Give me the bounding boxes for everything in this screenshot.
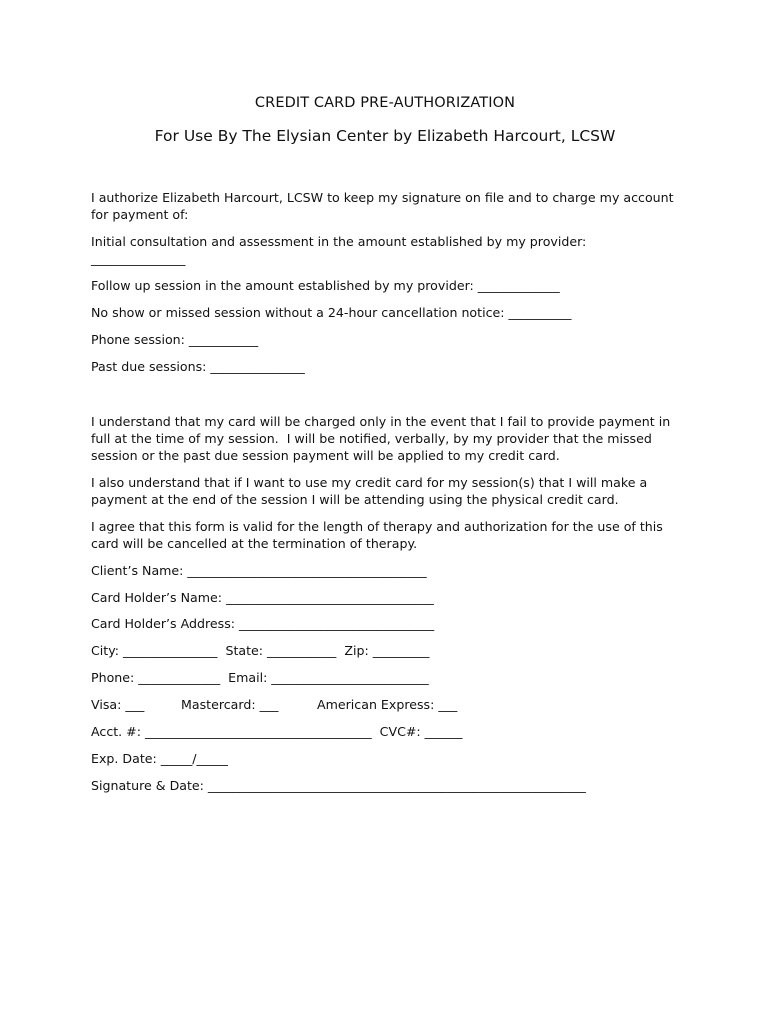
paragraph-line: I agree that this form is valid for the length of therapy and authorization for the use of this (91, 519, 663, 534)
paragraph-line: I understand that my card will be charged only in the event that I fail to provide payment in (91, 414, 671, 429)
understand-paragraph (91, 413, 681, 464)
phone-email-fields[interactable]: Phone: _____________ Email: _________________________ (91, 670, 429, 685)
initial-consultation-label: Initial consultation and assessment in the amount established by my provider: (91, 234, 587, 249)
initial-consultation-fee (91, 233, 681, 267)
intro-line: for payment of: (91, 207, 189, 222)
expiration-date-field[interactable]: Exp. Date: _____/_____ (91, 751, 228, 766)
also-understand-paragraph (91, 474, 681, 508)
no-show-fee[interactable]: No show or missed session without a 24-hour cancellation notice: __________ (91, 305, 572, 320)
client-name-field[interactable]: Client’s Name: ______________________________________ (91, 563, 427, 578)
city-state-zip-fields[interactable]: City: _______________ State: ___________ Zip: _________ (91, 643, 430, 658)
authorization-intro (91, 189, 681, 223)
american-express-option[interactable]: American Express: ___ (317, 697, 458, 712)
form-subtitle: For Use By The Elysian Center by Elizabeth Harcourt, LCSW (154, 127, 616, 145)
signature-date-field[interactable]: Signature & Date: ____________________________________________________________ (91, 778, 586, 793)
visa-option[interactable]: Visa: ___ (91, 697, 145, 712)
paragraph-line: I also understand that if I want to use my credit card for my session(s) that I will make a (91, 475, 648, 490)
paragraph-line: full at the time of my session. I will be notified, verbally, by my provider that the missed (91, 431, 652, 446)
paragraph-line: payment at the end of the session I will be attending using the physical credit card. (91, 492, 619, 507)
paragraph-line: card will be cancelled at the termination of therapy. (91, 536, 418, 551)
past-due-fee[interactable]: Past due sessions: _______________ (91, 359, 305, 374)
card-holder-name-field[interactable]: Card Holder’s Name: _________________________________ (91, 590, 434, 605)
mastercard-option[interactable]: Mastercard: ___ (181, 697, 279, 712)
card-holder-address-field[interactable]: Card Holder’s Address: _______________________________ (91, 616, 435, 631)
paragraph-line: session or the past due session payment will be applied to my credit card. (91, 448, 560, 463)
agree-paragraph (91, 518, 681, 552)
intro-line: I authorize Elizabeth Harcourt, LCSW to keep my signature on file and to charge my account (91, 190, 674, 205)
phone-session-fee[interactable]: Phone session: ___________ (91, 332, 259, 347)
follow-up-fee[interactable]: Follow up session in the amount established by my provider: _____________ (91, 278, 560, 293)
account-cvc-fields[interactable]: Acct. #: ____________________________________ CVC#: ______ (91, 724, 463, 739)
initial-consultation-blank[interactable]: _______________ (91, 251, 186, 266)
form-title: CREDIT CARD PRE-AUTHORIZATION (254, 95, 516, 111)
